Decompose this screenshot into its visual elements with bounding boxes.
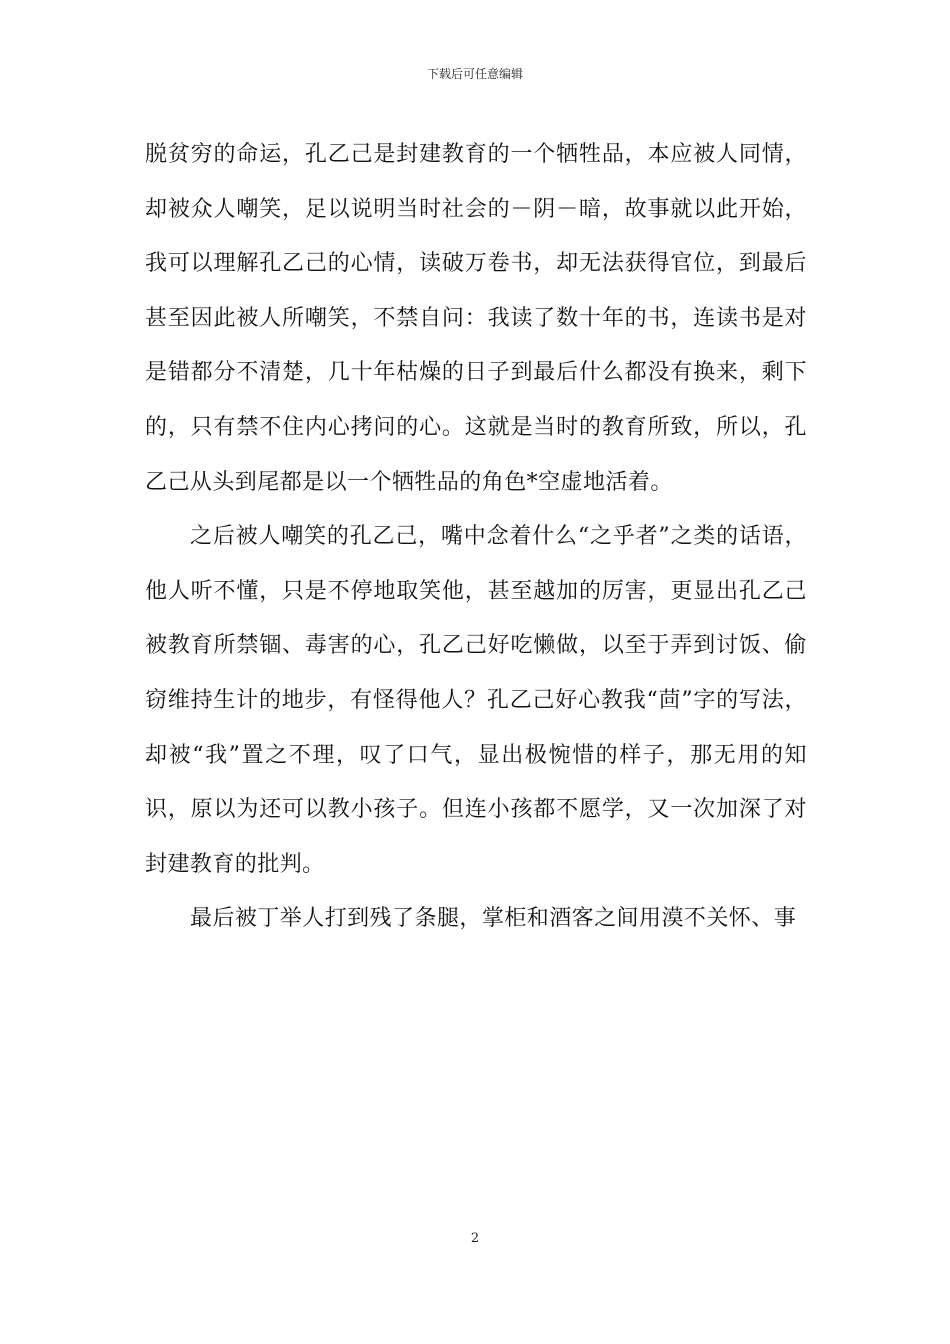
paragraph-2: 之后被人嘲笑的孔乙己，嘴中念着什么“之乎者”之类的话语，他人听不懂，只是不停地取笑他，甚至越加的厉害，更显出孔乙己被教育所禁锢、毒害的心，孔乙己好吃懒做，以至于弄到讨饭、偷窃维持生计的地步，有怪得他人？孔乙己好心教我“茴”字的写法，却被“我”置之不理，叹了口气，显出极惋惜的样子，那无用的知识，原以为还可以教小孩子。但连小孩都不愿学，又一次加深了对封建教育的批判。 [145, 524, 807, 877]
page-number: 2 [470, 1231, 480, 1246]
body-text [145, 128, 807, 947]
paragraph-1: 脱贫穷的命运，孔乙己是封建教育的一个牺牲品，本应被人同情，却被众人嘲笑，足以说明当时社会的－阴－暗，故事就以此开始，我可以理解孔乙己的心情，读破万卷书，却无法获得官位，到最后甚至因此被人所嘲笑，不禁自问：我读了数十年的书，连读书是对是错都分不清楚，几十年枯燥的日子到最后什么都没有换来，剩下的，只有禁不住内心拷问的心。这就是当时的教育所致，所以，孔乙己从头到尾都是以一个牺牲品的角色*空虚地活着。 [145, 142, 807, 495]
page-header: 下载后可任意编辑 [426, 67, 523, 81]
paragraph-3: 最后被丁举人打到残了条腿，掌柜和酒客之间用漠不关怀、事 [190, 906, 797, 932]
